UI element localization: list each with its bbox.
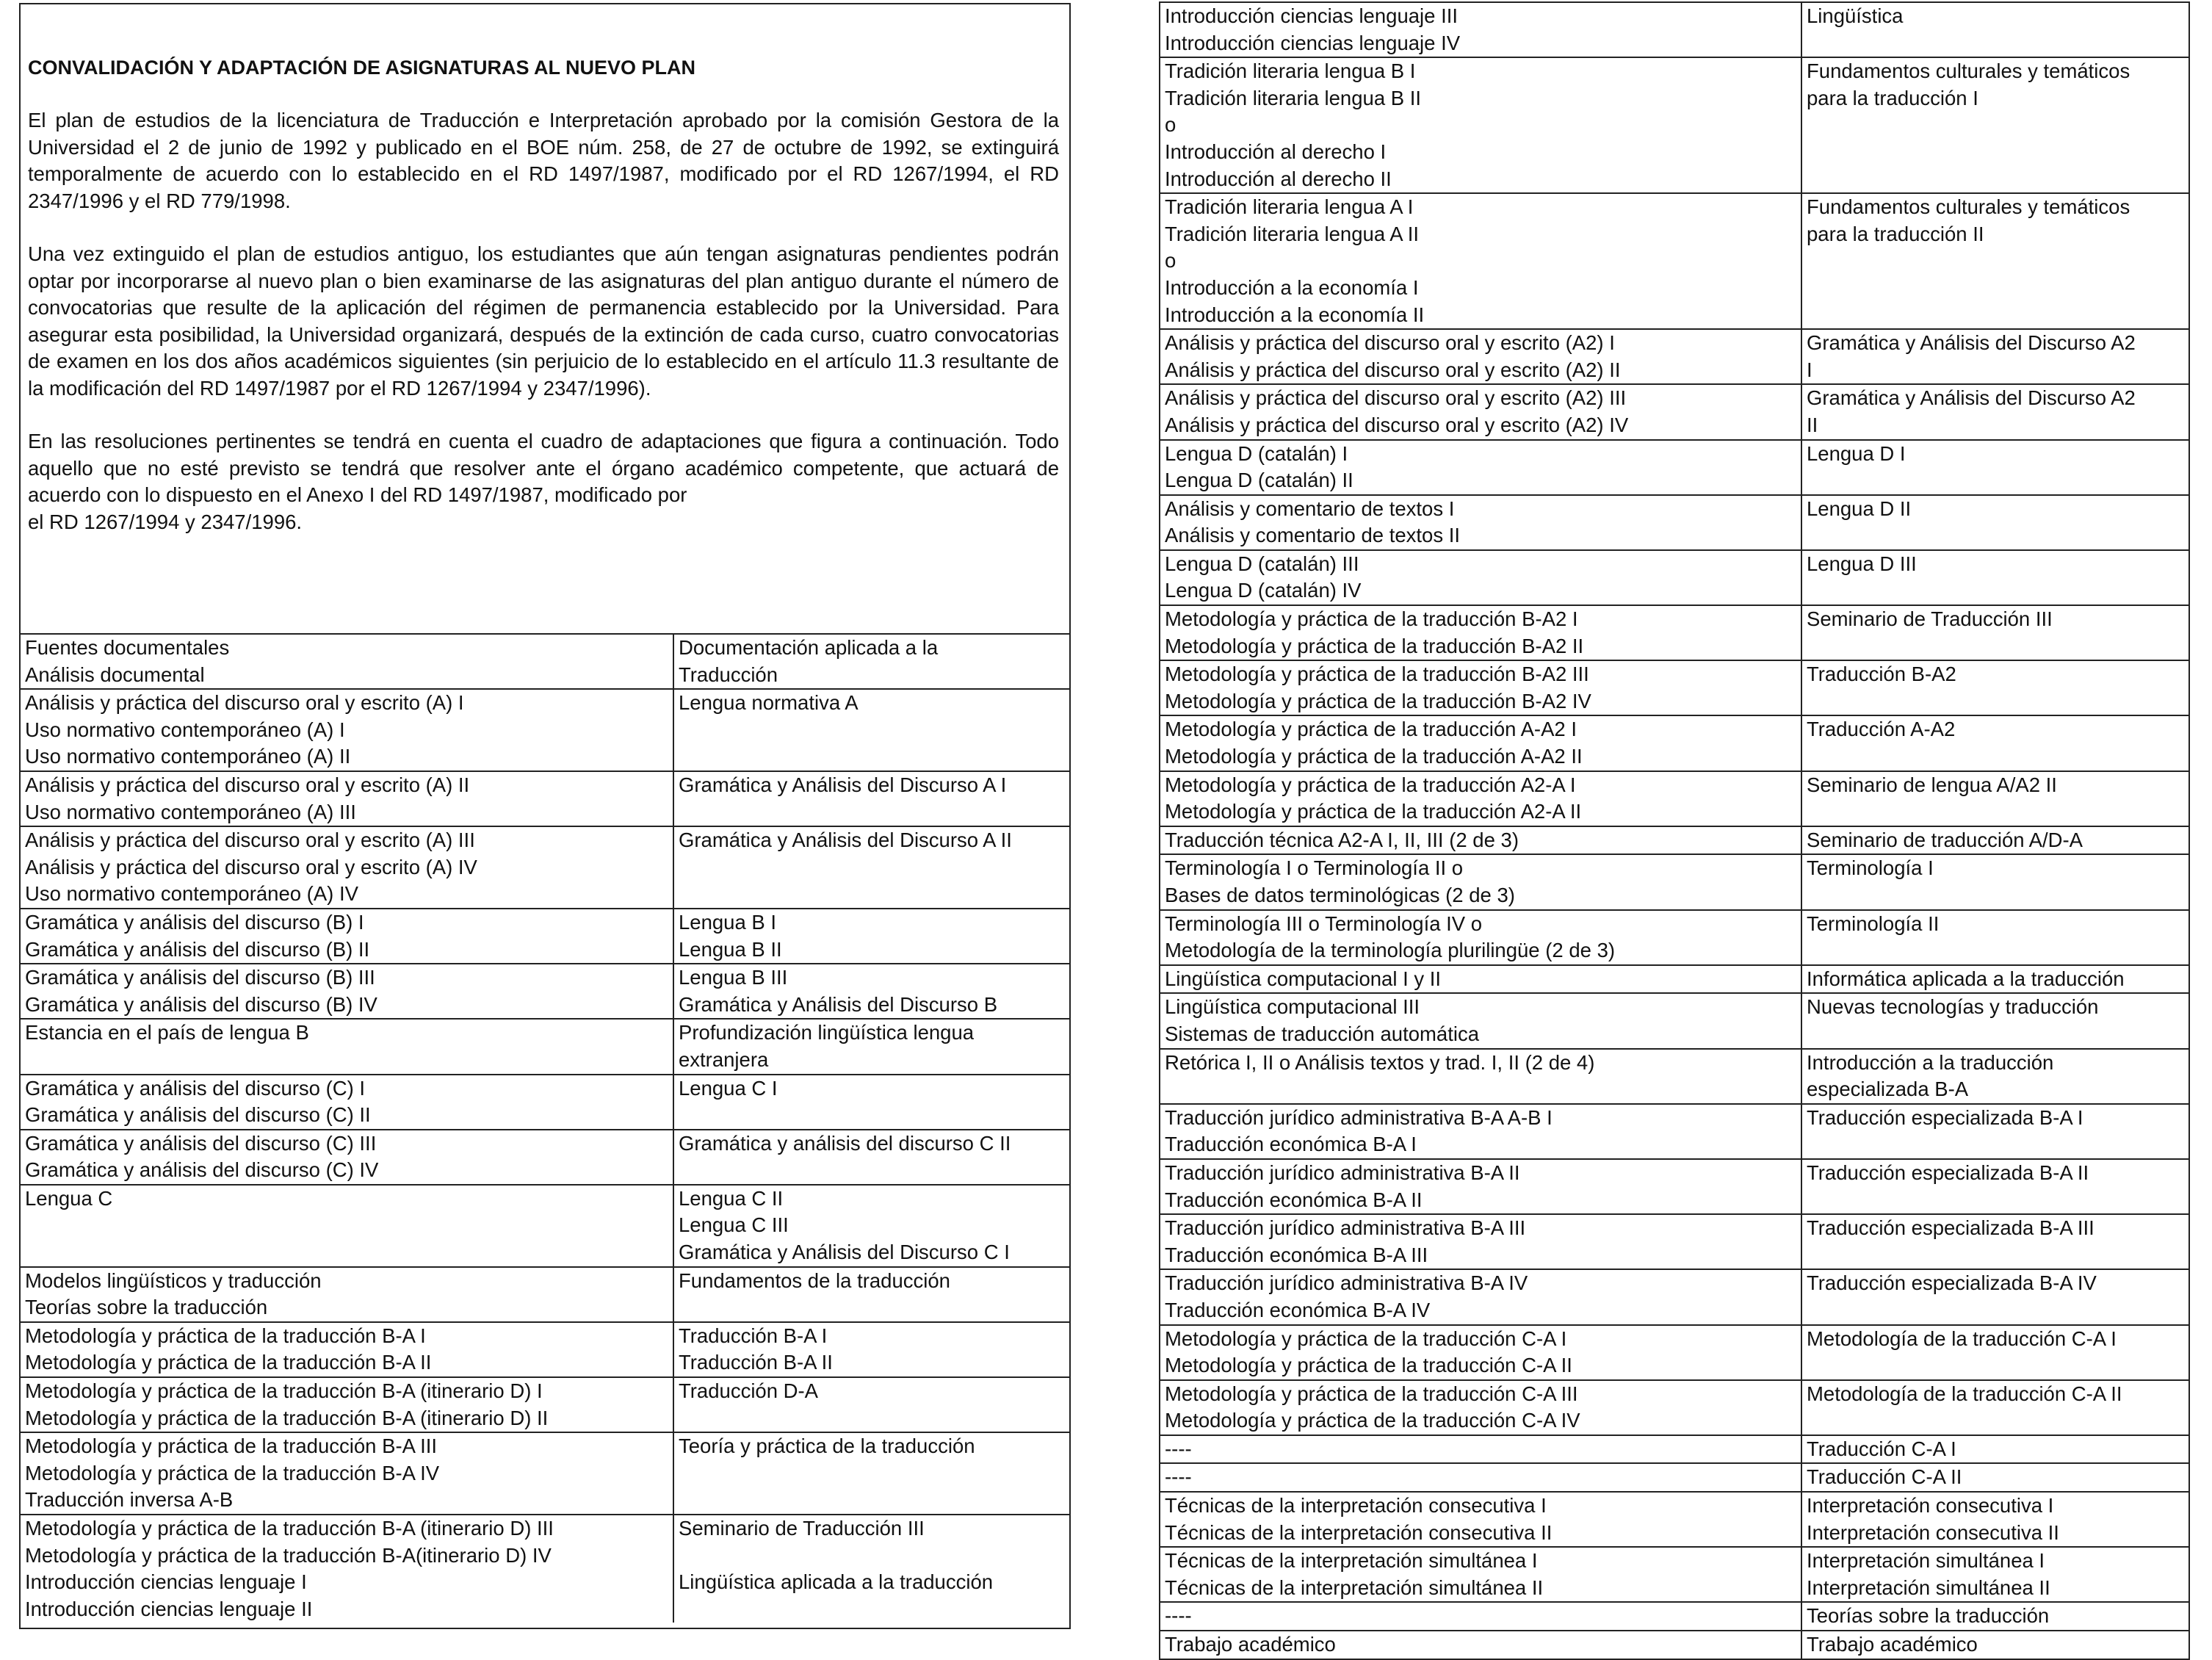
old-plan-subjects: Lengua D (catalán) III Lengua D (catalán) IV [1160, 550, 1801, 605]
new-plan-subject: Traducción C-A II [1801, 1463, 2189, 1492]
old-plan-subjects: Metodología y práctica de la traducción B-A III Metodología y práctica de la traducción B-A IV Traducción inversa A-B [21, 1432, 673, 1515]
new-plan-subject: Lengua normativa A [673, 689, 1069, 771]
table-row [1160, 1463, 2189, 1492]
new-plan-subject: Interpretación consecutiva I Interpretación consecutiva II [1801, 1492, 2189, 1547]
table-row [1160, 2, 2189, 57]
new-plan-subject: Seminario de Traducción III [1801, 605, 2189, 660]
new-plan-subject: Traducción especializada B-A I [1801, 1104, 2189, 1159]
table-row [1160, 384, 2189, 439]
old-plan-subjects: Técnicas de la interpretación simultánea I Técnicas de la interpretación simultánea II [1160, 1547, 1801, 1602]
new-plan-subject: Gramática y análisis del discurso C II [673, 1130, 1069, 1185]
new-plan-subject: Fundamentos culturales y temáticos para la traducción I [1801, 57, 2189, 193]
table-row [21, 1322, 1069, 1377]
old-plan-subjects: Metodología y práctica de la traducción C-A III Metodología y práctica de la traducción C-A IV [1160, 1380, 1801, 1435]
old-plan-subjects: Traducción técnica A2-A I, II, III (2 de 3) [1160, 826, 1801, 855]
table-row [1160, 1631, 2189, 1659]
table-row [1160, 660, 2189, 715]
table-row [1160, 1159, 2189, 1214]
old-plan-subjects: Metodología y práctica de la traducción B-A I Metodología y práctica de la traducción B-A II [21, 1322, 673, 1377]
new-plan-subject: Traducción D-A [673, 1377, 1069, 1432]
table-row [1160, 329, 2189, 384]
old-plan-subjects: Análisis y práctica del discurso oral y escrito (A2) I Análisis y práctica del discurso oral y escrito (A2) II [1160, 329, 1801, 384]
new-plan-subject: Lingüística [1801, 2, 2189, 57]
table-row [21, 1377, 1069, 1432]
new-plan-subject: Seminario de traducción A/D-A [1801, 826, 2189, 855]
old-plan-subjects: Lingüística computacional III Sistemas de traducción automática [1160, 993, 1801, 1048]
left-column [19, 3, 1071, 1629]
table-row [21, 771, 1069, 826]
old-plan-subjects: Metodología y práctica de la traducción B-A (itinerario D) I Metodología y práctica de la traducción B-A (itinerario D) II [21, 1377, 673, 1432]
old-plan-subjects: Metodología y práctica de la traducción A-A2 I Metodología y práctica de la traducción A-A2 II [1160, 715, 1801, 771]
old-plan-subjects: Análisis y práctica del discurso oral y escrito (A) II Uso normativo contemporáneo (A) III [21, 771, 673, 826]
old-plan-subjects: Metodología y práctica de la traducción B-A2 I Metodología y práctica de la traducción B-A2 II [1160, 605, 1801, 660]
new-plan-subject: Lengua D III [1801, 550, 2189, 605]
old-plan-subjects: Lengua C [21, 1185, 673, 1267]
new-plan-subject: Traducción B-A I Traducción B-A II [673, 1322, 1069, 1377]
old-plan-subjects: Modelos lingüísticos y traducción Teorías sobre la traducción [21, 1267, 673, 1322]
table-row [1160, 1380, 2189, 1435]
table-row [1160, 826, 2189, 855]
table-row [1160, 1547, 2189, 1602]
old-plan-subjects: ---- [1160, 1463, 1801, 1492]
new-plan-subject: Seminario de Traducción III Lingüística aplicada a la traducción [673, 1515, 1069, 1623]
table-row [1160, 440, 2189, 495]
table-row [1160, 1049, 2189, 1104]
intro-paragraph: El plan de estudios de la licenciatura de Traducción e Interpretación aprobado por la comisión Gestora de la Universidad el 2 de junio de 1992 y publicado en el BOE núm. 258, de 27 de octubre de 1992, se extinguirá temporalmente de acuerdo con lo establecido en el RD 1497/1987, modificado por el RD 1267/1994, el RD 2347/1996 y el RD 779/1998. [28, 109, 1059, 212]
old-plan-subjects: Introducción ciencias lenguaje III Introducción ciencias lenguaje IV [1160, 2, 1801, 57]
new-plan-subject: Teorías sobre la traducción [1801, 1602, 2189, 1631]
old-plan-subjects: Metodología y práctica de la traducción B-A (itinerario D) III Metodología y práctica de la traducción B-A(itinerario D) IV Introducción ciencias lenguaje I Introducción ciencias lenguaje II [21, 1515, 673, 1623]
table-row [1160, 910, 2189, 965]
new-plan-subject: Lengua D II [1801, 495, 2189, 550]
old-plan-subjects: Gramática y análisis del discurso (B) III Gramática y análisis del discurso (B) IV [21, 964, 673, 1019]
right-column [1159, 1, 2190, 1660]
document-heading: CONVALIDACIÓN Y ADAPTACIÓN DE ASIGNATURAS AL NUEVO PLAN [28, 57, 696, 79]
table-row [21, 1432, 1069, 1515]
old-plan-subjects: Metodología y práctica de la traducción C-A I Metodología y práctica de la traducción C-A II [1160, 1325, 1801, 1380]
old-plan-subjects: ---- [1160, 1602, 1801, 1631]
table-row [1160, 1602, 2189, 1631]
new-plan-subject: Lengua D I [1801, 440, 2189, 495]
new-plan-subject: Fundamentos culturales y temáticos para la traducción II [1801, 193, 2189, 329]
new-plan-subject: Informática aplicada a la traducción [1801, 965, 2189, 994]
table-row [21, 826, 1069, 909]
new-plan-subject: Traducción especializada B-A IV [1801, 1269, 2189, 1324]
old-plan-subjects: Trabajo académico [1160, 1631, 1801, 1659]
old-plan-subjects: Terminología I o Terminología II o Bases de datos terminológicas (2 de 3) [1160, 854, 1801, 909]
new-plan-subject: Traducción A-A2 [1801, 715, 2189, 771]
old-plan-subjects: Traducción jurídico administrativa B-A A-B I Traducción económica B-A I [1160, 1104, 1801, 1159]
old-plan-subjects: Fuentes documentales Análisis documental [21, 634, 673, 689]
old-plan-subjects: Análisis y comentario de textos I Análisis y comentario de textos II [1160, 495, 1801, 550]
new-plan-subject: Fundamentos de la traducción [673, 1267, 1069, 1322]
old-plan-subjects: Tradición literaria lengua B I Tradición literaria lengua B II o Introducción al derecho I Introducción al derecho II [1160, 57, 1801, 193]
table-row [21, 909, 1069, 964]
old-plan-subjects: Técnicas de la interpretación consecutiva I Técnicas de la interpretación consecutiva II [1160, 1492, 1801, 1547]
old-plan-subjects: Gramática y análisis del discurso (C) I Gramática y análisis del discurso (C) II [21, 1075, 673, 1130]
table-row [21, 1130, 1069, 1185]
table-row [1160, 1492, 2189, 1547]
table-row [1160, 771, 2189, 826]
new-plan-subject: Documentación aplicada a la Traducción [673, 634, 1069, 689]
new-plan-subject: Gramática y Análisis del Discurso A2 I [1801, 329, 2189, 384]
old-plan-subjects: Gramática y análisis del discurso (C) III Gramática y análisis del discurso (C) IV [21, 1130, 673, 1185]
new-plan-subject: Trabajo académico [1801, 1631, 2189, 1659]
table-row [21, 634, 1069, 689]
old-plan-subjects: Análisis y práctica del discurso oral y escrito (A) III Análisis y práctica del discurso oral y escrito (A) IV Uso normativo contemporáneo (A) IV [21, 826, 673, 909]
new-plan-subject: Lengua B I Lengua B II [673, 909, 1069, 964]
new-plan-subject: Interpretación simultánea I Interpretación simultánea II [1801, 1547, 2189, 1602]
table-row [1160, 495, 2189, 550]
new-plan-subject: Lengua C II Lengua C III Gramática y Análisis del Discurso C I [673, 1185, 1069, 1267]
intro-paragraph: En las resoluciones pertinentes se tendrá en cuenta el cuadro de adaptaciones que figura a continuación. Todo aquello que no esté previsto se tendrá que resolver ante el órgano académico competente, que actuará de acuerdo con lo dispuesto en el Anexo I del RD 1497/1987, modificado por el RD 1267/1994 y 2347/1996. [28, 430, 1059, 533]
table-row [21, 1019, 1069, 1074]
old-plan-subjects: Terminología III o Terminología IV o Metodología de la terminología plurilingüe (2 de 3) [1160, 910, 1801, 965]
new-plan-subject: Traducción B-A2 [1801, 660, 2189, 715]
new-plan-subject: Lengua B III Gramática y Análisis del Discurso B [673, 964, 1069, 1019]
table-row [1160, 57, 2189, 193]
old-plan-subjects: Gramática y análisis del discurso (B) I Gramática y análisis del discurso (B) II [21, 909, 673, 964]
new-plan-subject: Seminario de lengua A/A2 II [1801, 771, 2189, 826]
new-plan-subject: Traducción especializada B-A II [1801, 1159, 2189, 1214]
adaptation-table-left [21, 633, 1069, 1623]
new-plan-subject: Terminología I [1801, 854, 2189, 909]
new-plan-subject: Teoría y práctica de la traducción [673, 1432, 1069, 1515]
old-plan-subjects: Traducción jurídico administrativa B-A III Traducción económica B-A III [1160, 1214, 1801, 1269]
old-plan-subjects: ---- [1160, 1435, 1801, 1464]
new-plan-subject: Metodología de la traducción C-A II [1801, 1380, 2189, 1435]
new-plan-subject: Profundización lingüística lengua extranjera [673, 1019, 1069, 1074]
old-plan-subjects: Traducción jurídico administrativa B-A II Traducción económica B-A II [1160, 1159, 1801, 1214]
old-plan-subjects: Análisis y práctica del discurso oral y escrito (A2) III Análisis y práctica del discurso oral y escrito (A2) IV [1160, 384, 1801, 439]
table-row [1160, 993, 2189, 1048]
old-plan-subjects: Tradición literaria lengua A I Tradición literaria lengua A II o Introducción a la economía I Introducción a la economía II [1160, 193, 1801, 329]
new-plan-subject: Terminología II [1801, 910, 2189, 965]
table-row [1160, 1435, 2189, 1464]
table-row [1160, 193, 2189, 329]
table-row [21, 1185, 1069, 1267]
new-plan-subject: Gramática y Análisis del Discurso A2 II [1801, 384, 2189, 439]
old-plan-subjects: Estancia en el país de lengua B [21, 1019, 673, 1074]
table-row [1160, 715, 2189, 771]
table-row [21, 689, 1069, 771]
table-row [1160, 1214, 2189, 1269]
table-row [1160, 605, 2189, 660]
new-plan-subject: Lengua C I [673, 1075, 1069, 1130]
new-plan-subject: Traducción C-A I [1801, 1435, 2189, 1464]
intro-section [21, 4, 1069, 633]
old-plan-subjects: Análisis y práctica del discurso oral y escrito (A) I Uso normativo contemporáneo (A) I Uso normativo contemporáneo (A) II [21, 689, 673, 771]
table-row [21, 964, 1069, 1019]
table-row [1160, 1325, 2189, 1380]
old-plan-subjects: Metodología y práctica de la traducción A2-A I Metodología y práctica de la traducción A2-A II [1160, 771, 1801, 826]
old-plan-subjects: Lingüística computacional I y II [1160, 965, 1801, 994]
table-row [1160, 1104, 2189, 1159]
table-row [1160, 1269, 2189, 1324]
table-row [1160, 854, 2189, 909]
new-plan-subject: Nuevas tecnologías y traducción [1801, 993, 2189, 1048]
adaptation-table-right [1159, 1, 2190, 1660]
table-row [1160, 965, 2189, 994]
new-plan-subject: Metodología de la traducción C-A I [1801, 1325, 2189, 1380]
old-plan-subjects: Traducción jurídico administrativa B-A IV Traducción económica B-A IV [1160, 1269, 1801, 1324]
old-plan-subjects: Metodología y práctica de la traducción B-A2 III Metodología y práctica de la traducción B-A2 IV [1160, 660, 1801, 715]
old-plan-subjects: Retórica I, II o Análisis textos y trad. I, II (2 de 4) [1160, 1049, 1801, 1104]
table-row [21, 1267, 1069, 1322]
old-plan-subjects: Lengua D (catalán) I Lengua D (catalán) II [1160, 440, 1801, 495]
new-plan-subject: Introducción a la traducción especializada B-A [1801, 1049, 2189, 1104]
table-row [21, 1515, 1069, 1623]
new-plan-subject: Gramática y Análisis del Discurso A II [673, 826, 1069, 909]
new-plan-subject: Traducción especializada B-A III [1801, 1214, 2189, 1269]
table-row [21, 1075, 1069, 1130]
table-row [1160, 550, 2189, 605]
new-plan-subject: Gramática y Análisis del Discurso A I [673, 771, 1069, 826]
intro-paragraph: Una vez extinguido el plan de estudios antiguo, los estudiantes que aún tengan asignaturas pendientes podrán optar por incorporarse al nuevo plan o bien examinarse de las asignaturas del plan antiguo durante el número de convocatorias que resulte de la aplicación del régimen de permanencia establecido por la Universidad. Para asegurar esta posibilidad, la Universidad organizará, después de la extinción de cada curso, cuatro convocatorias de examen en los dos años académicos siguientes (sin perjuicio de lo establecido en el artículo 11.3 resultante de la modificación del RD 1497/1987 por el RD 1267/1994 y 2347/1996). [28, 242, 1059, 400]
